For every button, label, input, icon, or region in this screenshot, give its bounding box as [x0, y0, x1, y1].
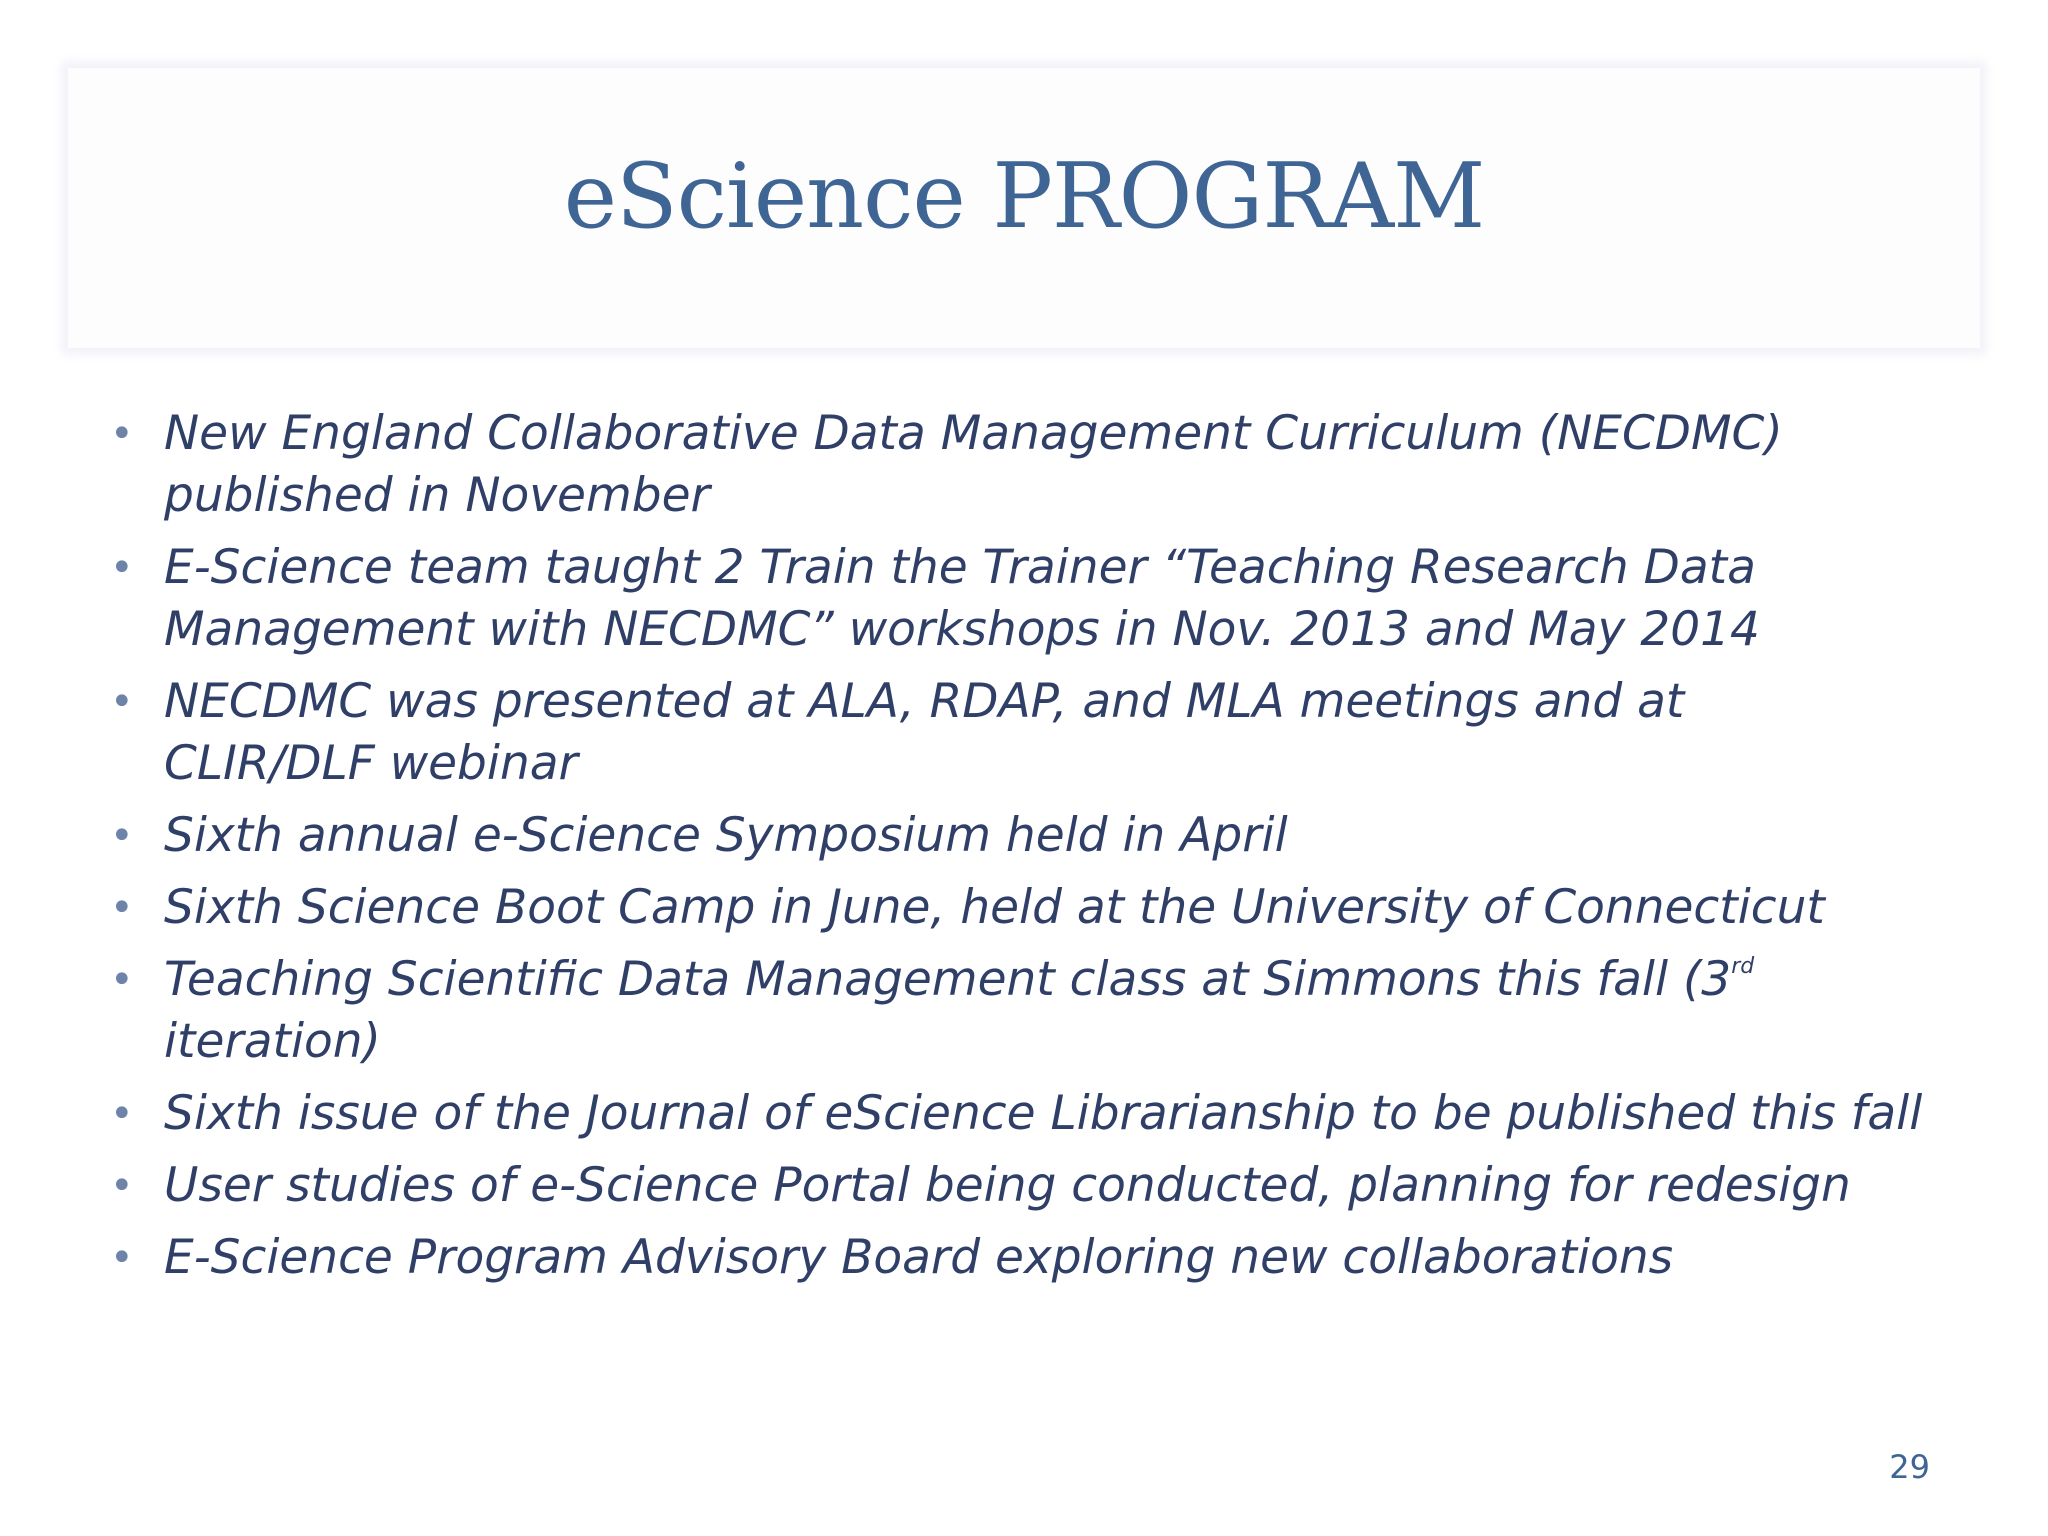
bullet-item-6	[110, 949, 2010, 1073]
bullet-dot: •	[110, 1163, 134, 1209]
slide-title: eScience PROGRAM	[563, 144, 1485, 249]
bullet-dot: •	[110, 679, 134, 725]
bullet-text-line: User studies of e-Science Portal being conducted, planning for redesign	[164, 1158, 1851, 1213]
bullet-item-1	[110, 403, 2010, 527]
bullet-text-line	[164, 949, 2010, 1011]
bullet-dot: •	[110, 1235, 134, 1281]
bullet-item-5	[110, 877, 2010, 939]
page-number: 29	[1889, 1448, 1930, 1486]
bullet-text-line: CLIR/DLF webinar	[164, 736, 578, 791]
bullet-text-line: E-Science team taught 2 Train the Trainer “Teaching Research Data	[164, 540, 1756, 595]
bullet-item-3	[110, 671, 2010, 795]
bullet-dot: •	[110, 411, 134, 457]
bullet-text-line: Sixth annual e-Science Symposium held in April	[164, 808, 1288, 863]
bullet-dot: •	[110, 813, 134, 859]
bullet-text-line: E-Science Program Advisory Board exploring new collaborations	[164, 1230, 1674, 1285]
bullet-dot: •	[110, 885, 134, 931]
bullet-item-2	[110, 537, 2010, 661]
bullet-item-4	[110, 805, 2010, 867]
bullet-dot: •	[110, 545, 134, 591]
bullet-dot: •	[110, 957, 134, 1003]
bullet-text-line: Management with NECDMC” workshops in Nov. 2013 and May 2014	[164, 602, 1760, 657]
bullet-text-line: iteration)	[164, 1014, 381, 1069]
bullet-item-8	[110, 1155, 2010, 1217]
bullet-text-main: Teaching Scientific Data Management class at Simmons this fall (3	[164, 952, 1732, 1007]
bullet-text-line: Sixth issue of the Journal of eScience Librarianship to be published this fall	[164, 1086, 1923, 1141]
bullet-text-line: Sixth Science Boot Camp in June, held at the University of Connecticut	[164, 880, 1825, 935]
bullet-dot: •	[110, 1091, 134, 1137]
ordinal-superscript: rd	[1731, 954, 1755, 979]
bullet-text-line: New England Collaborative Data Management Curriculum (NECDMC)	[164, 406, 1783, 461]
bullet-item-7	[110, 1083, 2010, 1145]
bullet-text-line: NECDMC was presented at ALA, RDAP, and MLA meetings and at	[164, 674, 1685, 729]
bullet-list	[110, 403, 2010, 1299]
bullet-text-line: published in November	[164, 468, 710, 523]
bullet-item-9	[110, 1227, 2010, 1289]
